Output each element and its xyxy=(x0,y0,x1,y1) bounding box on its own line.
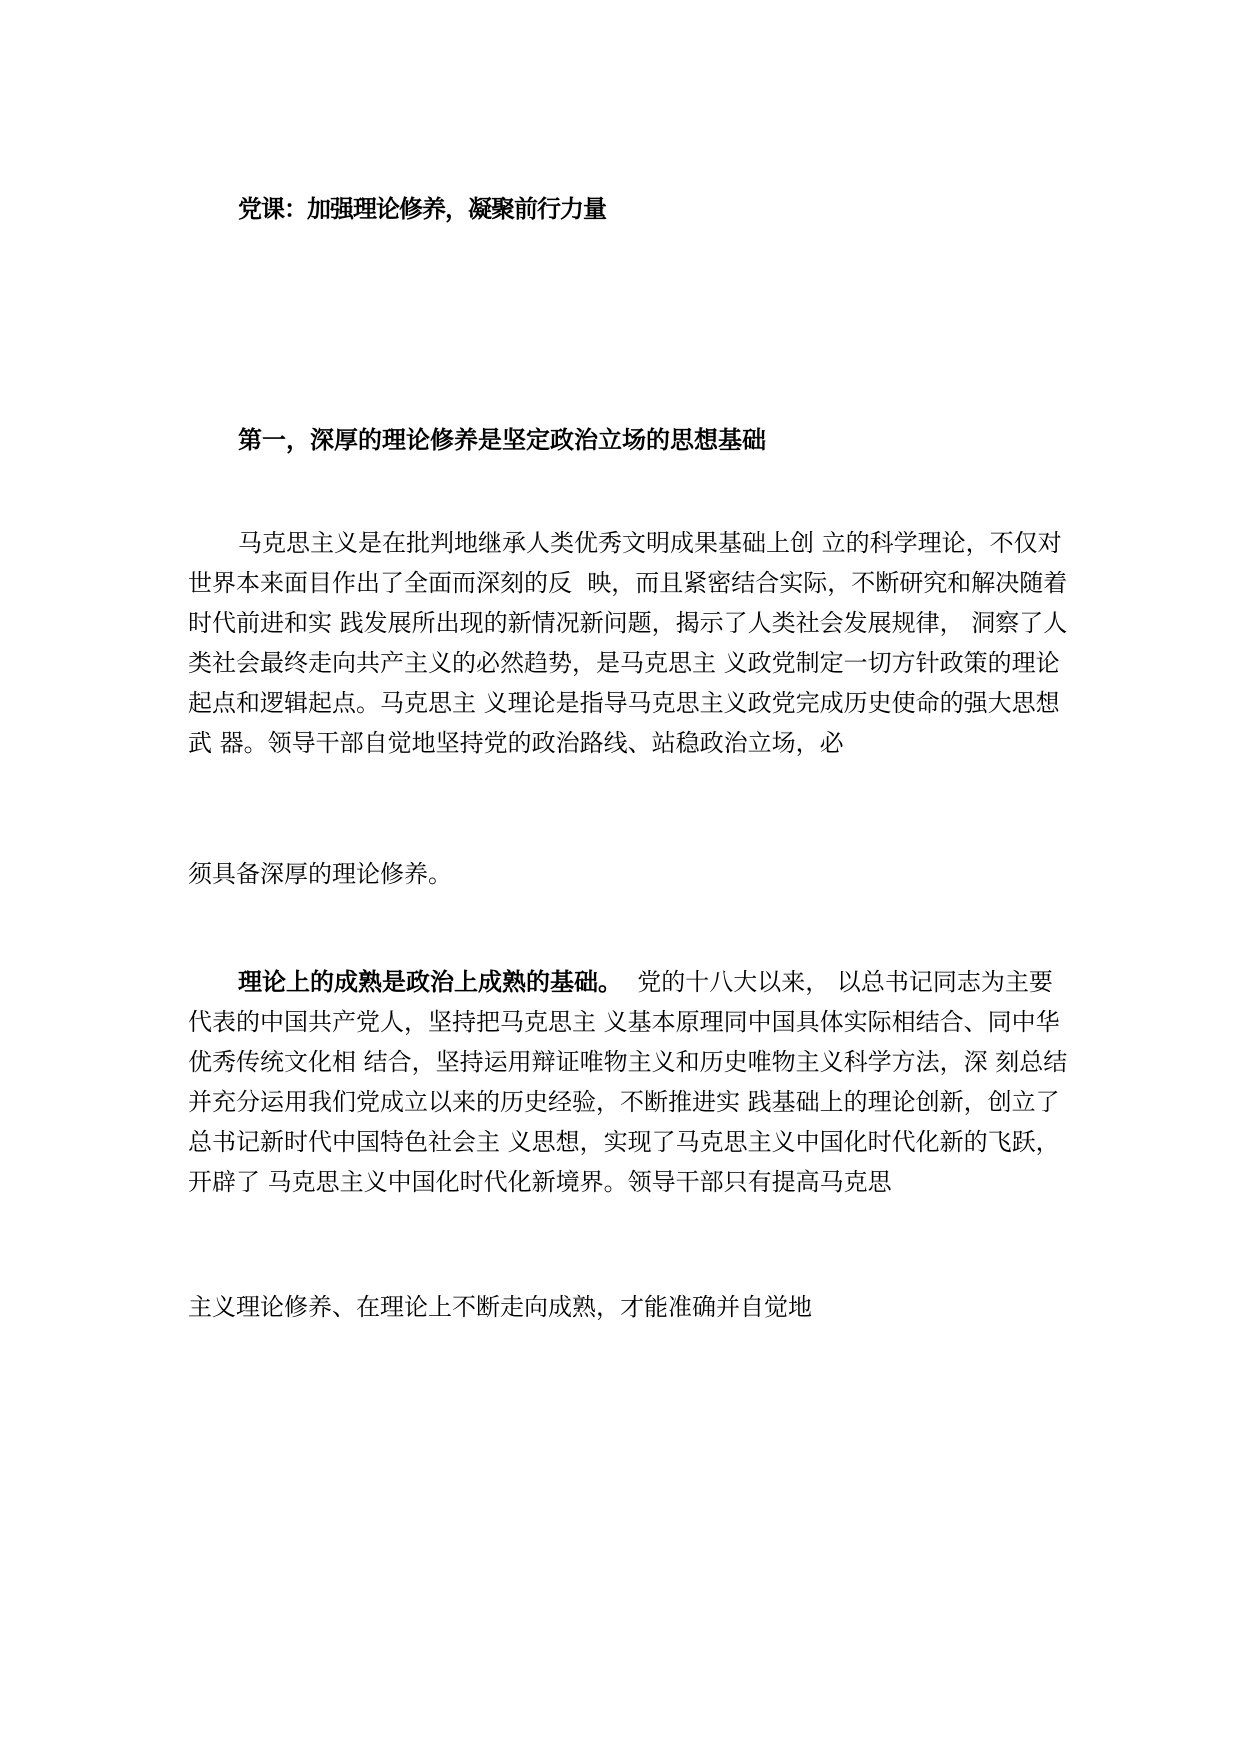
paragraph-2 xyxy=(188,962,1068,1202)
paragraph-2-body: 党的十八大以来， 以总书记同志为主要代表的中国共产党人，坚持把马克思主 义基本原理同中国具体实际相结合、同中华优秀传统文化相 结合，坚持运用辩证唯物主义和历史唯物主义科学方法，深 刻总结并充分运用我们党成立以来的历史经验，不断推进实 践基础上的理论创新，创立了总书记新时代中国特色社会主 义思想，实现了马克思主义中国化时代化新的飞跃，开辟了 马克思主义中国化时代化新境界。领导干部只有提高马克思 xyxy=(188,968,1068,1196)
paragraph-1: 马克思主义是在批判地继承人类优秀文明成果基础上创 立的科学理论，不仅对世界本来面目作出了全面而深刻的反 映，而且紧密结合实际，不断研究和解决随着时代前进和实 践发展所出现的新情况新问题，揭示了人类社会发展规律， 洞察了人类社会最终走向共产主义的必然趋势，是马克思主 义政党制定一切方针政策的理论起点和逻辑起点。马克思主 义理论是指导马克思主义政党完成历史使命的强大思想武 器。领导干部自觉地坚持党的政治路线、站稳政治立场，必 xyxy=(188,529,1068,757)
paragraph-2-continued: 主义理论修养、在理论上不断走向成熟，才能准确并自觉地 xyxy=(188,1293,812,1321)
paragraph-2-lead: 理论上的成熟是政治上成熟的基础。 xyxy=(238,968,622,996)
document-title: 党课：加强理论修养，凝聚前行力量 xyxy=(238,195,606,223)
paragraph-1-continued: 须具备深厚的理论修养。 xyxy=(188,860,452,888)
section-heading: 第一，深厚的理论修养是坚定政治立场的思想基础 xyxy=(238,426,766,454)
